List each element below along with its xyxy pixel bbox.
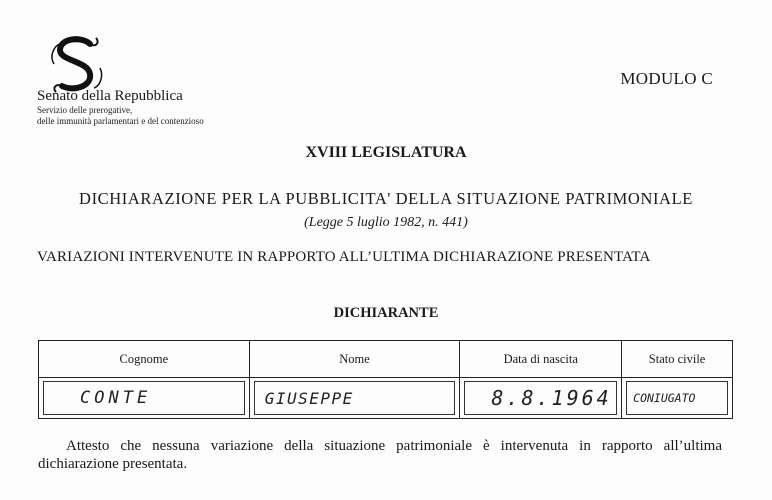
cell-stato-civile bbox=[622, 378, 733, 419]
stato-civile-field[interactable] bbox=[626, 381, 728, 415]
section-title: DICHIARANTE bbox=[333, 305, 439, 321]
org-name: Senato della Repubblica bbox=[37, 88, 183, 104]
table-header-row bbox=[39, 341, 733, 378]
legislature-heading: XVIII LEGISLATURA bbox=[305, 144, 467, 161]
document-title: DICHIARAZIONE PER LA PUBBLICITA' DELLA SITUAZIONE PATRIMONIALE bbox=[79, 189, 693, 208]
cell-data-nascita bbox=[460, 378, 622, 419]
nome-field[interactable] bbox=[254, 381, 456, 415]
data-nascita-field[interactable] bbox=[464, 381, 617, 415]
data-nascita-value: 8.8.1964 bbox=[491, 386, 612, 410]
cell-cognome bbox=[39, 378, 250, 419]
declarant-table bbox=[38, 340, 733, 419]
cell-nome bbox=[249, 378, 460, 419]
document-subtitle: VARIAZIONI INTERVENUTE IN RAPPORTO ALL’ULTIMA DICHIARAZIONE PRESENTATA bbox=[37, 249, 651, 265]
header-stato-civile: Stato civile bbox=[622, 341, 733, 378]
cognome-field[interactable] bbox=[43, 381, 245, 415]
header-data-nascita: Data di nascita bbox=[460, 341, 622, 378]
org-subtitle-line2: delle immunità parlamentari e del contenzioso bbox=[37, 116, 204, 126]
form-label: MODULO C bbox=[620, 69, 713, 88]
cognome-value: CONTE bbox=[80, 388, 152, 408]
stato-civile-value: CONIUGATO bbox=[633, 391, 696, 405]
org-subtitle-line1: Servizio delle prerogative, bbox=[37, 105, 133, 115]
senate-emblem-icon bbox=[46, 34, 108, 96]
nome-value: GIUSEPPE bbox=[264, 388, 354, 408]
header-nome: Nome bbox=[249, 341, 460, 378]
table-row bbox=[39, 378, 733, 419]
law-reference: (Legge 5 luglio 1982, n. 441) bbox=[304, 215, 468, 230]
header-cognome: Cognome bbox=[39, 341, 250, 378]
attestation-statement: Attesto che nessuna variazione della situazione patrimoniale è intervenuta in rapporto all’ultima dichiarazione presentata. bbox=[38, 438, 722, 472]
